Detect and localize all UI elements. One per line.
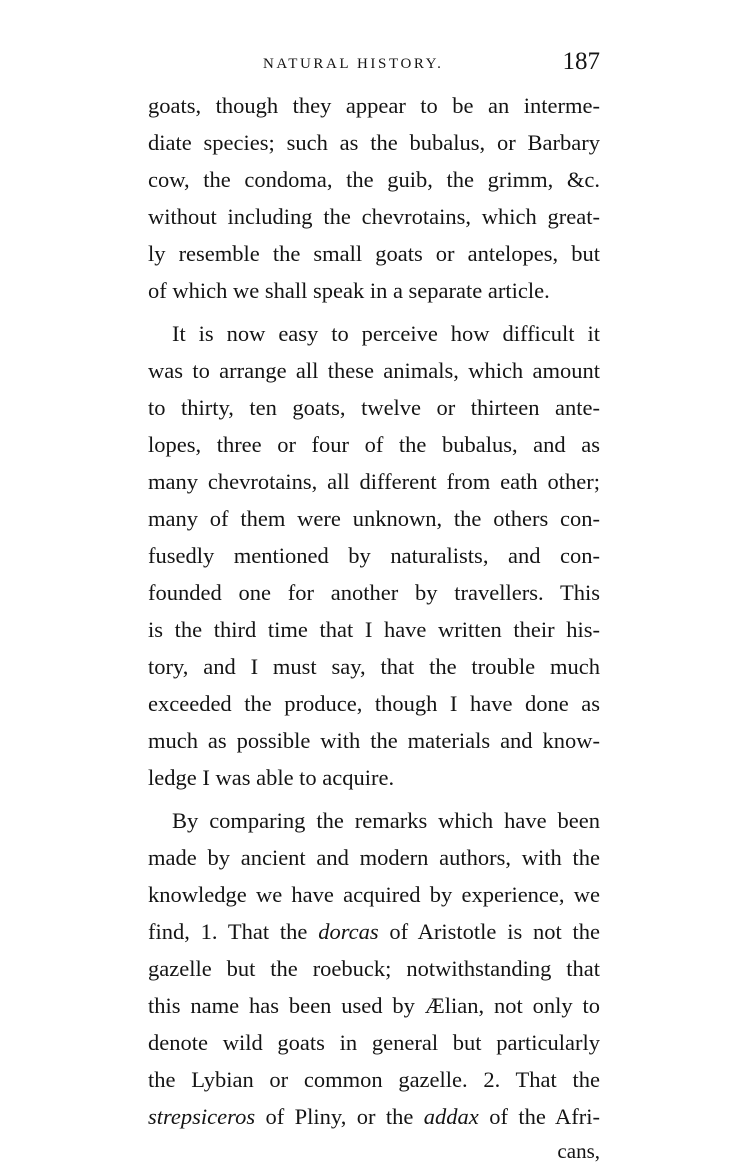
text-line: much as possible with the materials and know- xyxy=(148,728,600,753)
text-line: fusedly mentioned by naturalists, and con- xyxy=(148,543,600,568)
text-line: diate species; such as the bubalus, or Barbary xyxy=(148,130,600,155)
text-line: lopes, three or four of the bubalus, and as xyxy=(148,432,600,457)
text-line: was to arrange all these animals, which amount xyxy=(148,358,600,383)
text-line: is the third time that I have written their his- xyxy=(148,617,600,642)
text-run: of Pliny, or the xyxy=(255,1104,424,1129)
text-line: gazelle but the roebuck; notwithstanding that xyxy=(148,956,600,981)
italic-term-dorcas: dorcas xyxy=(318,919,379,944)
text-line: ly resemble the small goats or antelopes, but xyxy=(148,241,600,266)
text-line: many chevrotains, all different from eath other; xyxy=(148,469,600,494)
text-run: of the Afri- xyxy=(478,1104,600,1129)
text-line: made by ancient and modern authors, with the xyxy=(148,845,600,870)
text-line: founded one for another by travellers. This xyxy=(148,580,600,605)
text-line: exceeded the produce, though I have done as xyxy=(148,691,600,716)
running-title: NATURAL HISTORY. xyxy=(263,56,444,72)
text-line: tory, and I must say, that the trouble much xyxy=(148,654,600,679)
paragraph-3 xyxy=(148,802,600,1135)
catchword: cans, xyxy=(557,1139,600,1163)
text-line xyxy=(148,1098,600,1135)
text-line: knowledge we have acquired by experience, we xyxy=(148,882,600,907)
paragraph-2 xyxy=(148,315,600,796)
text-line: many of them were unknown, the others con- xyxy=(148,506,600,531)
page-number: 187 xyxy=(562,48,600,75)
text-line: the Lybian or common gazelle. 2. That the xyxy=(148,1067,600,1092)
text-line: to thirty, ten goats, twelve or thirteen ante- xyxy=(148,395,600,420)
text-run: of Aristotle is not the xyxy=(378,919,600,944)
italic-term-addax: addax xyxy=(423,1104,479,1129)
running-header xyxy=(148,48,600,84)
body-text xyxy=(148,87,600,1167)
text-line: By comparing the remarks which have been xyxy=(172,808,600,833)
text-run: find, 1. That the xyxy=(148,919,319,944)
text-line xyxy=(148,913,600,950)
text-line: denote wild goats in general but particularly xyxy=(148,1030,600,1055)
text-line: of which we shall speak in a separate article. xyxy=(148,278,550,303)
text-line: ledge I was able to acquire. xyxy=(148,765,395,790)
text-line: cow, the condoma, the guib, the grimm, &c. xyxy=(148,167,600,192)
text-line: without including the chevrotains, which great- xyxy=(148,204,600,229)
paragraph-1 xyxy=(148,87,600,309)
italic-term-strepsiceros: strepsiceros xyxy=(148,1104,256,1129)
text-line: It is now easy to perceive how difficult it xyxy=(172,321,600,346)
text-line: this name has been used by Ælian, not only to xyxy=(148,993,600,1018)
text-line: goats, though they appear to be an interme- xyxy=(148,93,600,118)
